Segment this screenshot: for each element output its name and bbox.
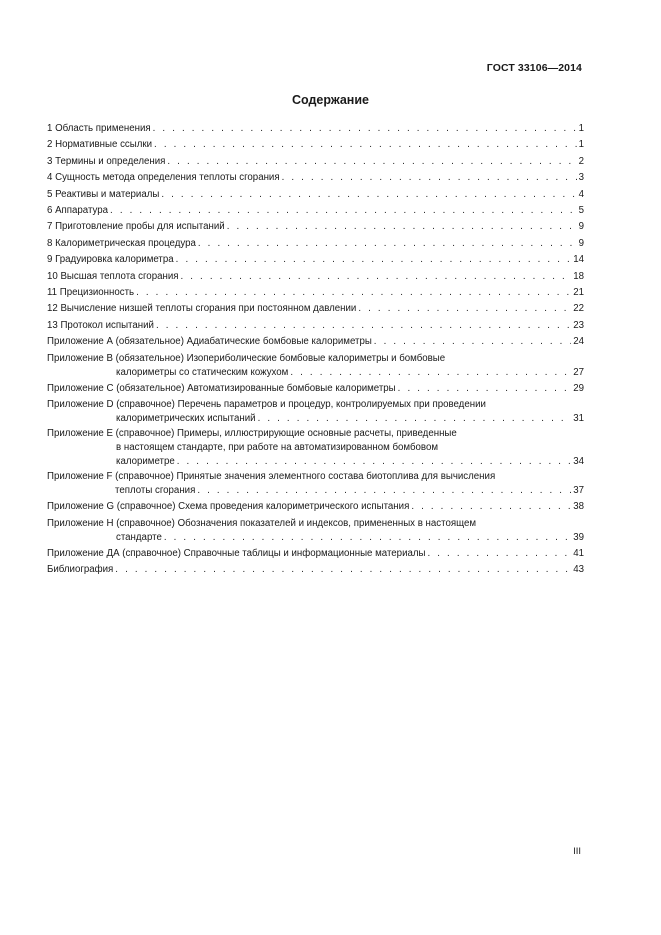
page-number: III <box>573 846 581 857</box>
toc-entry[interactable] <box>47 334 584 350</box>
toc-entry-page: 2 <box>578 155 584 167</box>
toc-entry-page: 41 <box>573 547 584 559</box>
toc-entry[interactable] <box>47 252 584 268</box>
toc-entry-text: 10 Высшая теплота сгорания <box>47 270 179 282</box>
dot-leader <box>358 301 571 317</box>
toc-entry-text: Приложение В (обязательное) Изопериболические бомбовые калориметры и бомбовые <box>47 352 446 364</box>
dot-leader <box>198 236 577 252</box>
toc-entry[interactable] <box>47 170 584 186</box>
toc-entry-page: 43 <box>573 563 584 575</box>
toc-entry-annex-da[interactable] <box>47 546 584 562</box>
toc-entry[interactable] <box>47 203 584 219</box>
dot-leader <box>153 121 577 137</box>
toc-entry-page: 9 <box>578 237 584 249</box>
dot-leader <box>110 203 577 219</box>
toc-entry-page: 38 <box>573 501 584 513</box>
dot-leader <box>282 170 577 186</box>
toc-entry-text: в настоящем стандарте, при работе на автоматизированном бомбовом <box>116 442 438 454</box>
dot-leader <box>177 455 571 469</box>
dot-leader <box>136 285 571 301</box>
toc-entry-page: 23 <box>573 319 584 331</box>
dot-leader <box>161 187 576 203</box>
toc-entry-text: Приложение С (обязательное) Автоматизированные бомбовые калориметры <box>47 382 396 394</box>
dot-leader <box>290 366 571 380</box>
toc-entry-text: 11 Прецизионность <box>47 287 135 299</box>
toc-entry-text: Приложение А (обязательное) Адиабатические бомбовые калориметры <box>47 336 372 348</box>
toc-entry-bibliography[interactable] <box>47 562 584 578</box>
toc-entry[interactable] <box>47 285 584 301</box>
toc-entry[interactable] <box>47 187 584 203</box>
dot-leader <box>154 137 577 153</box>
toc-entry-text: 7 Приготовление пробы для испытаний <box>47 221 225 233</box>
toc-entry[interactable] <box>47 121 584 137</box>
toc-entry-text: 5 Реактивы и материалы <box>47 188 160 200</box>
dot-leader <box>197 484 571 498</box>
toc-entry-text: Приложение ДА (справочное) Справочные таблицы и информационные материалы <box>47 547 426 559</box>
dot-leader <box>176 252 572 268</box>
dot-leader <box>258 412 572 426</box>
toc-entry-text: 9 Градуировка калориметра <box>47 254 174 266</box>
toc-entry-page: 3 <box>578 172 584 184</box>
document-code: ГОСТ 33106—2014 <box>486 62 582 74</box>
toc-entry-text: Приложение Е (справочное) Примеры, иллюстрирующие основные расчеты, приведенные <box>47 428 457 440</box>
toc-entry-text: калориметры со статическим кожухом <box>116 366 289 378</box>
toc-entry-text: калориметрических испытаний <box>116 413 256 425</box>
toc-entry-page: 9 <box>578 221 584 233</box>
toc-entry-text: 13 Протокол испытаний <box>47 319 154 331</box>
toc-entry-text: 4 Сущность метода определения теплоты сгорания <box>47 172 280 184</box>
toc-entry-page: 24 <box>573 336 584 348</box>
toc-entry-annex-e[interactable] <box>47 427 584 469</box>
toc-entry-page: 21 <box>573 287 584 299</box>
toc-entry-text: 12 Вычисление низшей теплоты сгорания при постоянном давлении <box>47 303 357 315</box>
toc-entry-page: 14 <box>573 254 584 266</box>
toc-entry-annex-d[interactable] <box>47 398 584 426</box>
table-of-contents <box>47 121 584 578</box>
dot-leader <box>164 531 571 545</box>
toc-entry-page: 27 <box>573 366 584 378</box>
dot-leader <box>411 499 571 515</box>
toc-entry-page: 34 <box>573 456 584 468</box>
dot-leader <box>115 562 571 578</box>
toc-entry-text: Приложение Н (справочное) Обозначения показателей и индексов, примененных в настоящем <box>47 517 477 529</box>
toc-entry[interactable] <box>47 318 584 334</box>
toc-entry-annex-h[interactable] <box>47 517 584 545</box>
toc-entry-page: 37 <box>573 485 584 497</box>
toc-entry-page: 22 <box>573 303 584 315</box>
toc-entry-text: Приложение F (справочное) Принятые значения элементного состава биотоплива для вычисления <box>47 471 496 483</box>
toc-entry-text: стандарте <box>116 531 162 543</box>
dot-leader <box>156 318 571 334</box>
toc-entry-text: 1 Область применения <box>47 123 151 134</box>
toc-entry-page: 5 <box>578 205 584 217</box>
toc-entry-annex-g[interactable] <box>47 499 584 515</box>
toc-entry-text: 6 Аппаратура <box>47 205 109 217</box>
toc-entry-annex-c[interactable] <box>47 381 584 397</box>
toc-entry[interactable] <box>47 269 584 285</box>
toc-entry[interactable] <box>47 219 584 235</box>
toc-entry-page: 18 <box>573 270 584 282</box>
toc-entry[interactable] <box>47 154 584 170</box>
toc-entry-text: теплоты сгорания <box>115 485 196 497</box>
dot-leader <box>374 334 571 350</box>
toc-entry[interactable] <box>47 137 584 153</box>
toc-entry-page: 1 <box>578 123 584 134</box>
toc-entry-page: 4 <box>578 188 584 200</box>
dot-leader <box>180 269 571 285</box>
toc-entry-annex-b[interactable] <box>47 352 584 380</box>
toc-entry-text: Библиография <box>47 563 114 575</box>
toc-entry-page: 39 <box>573 531 584 543</box>
toc-entry-annex-f[interactable] <box>47 470 584 498</box>
dot-leader <box>227 219 577 235</box>
toc-entry-text: Приложение D (справочное) Перечень параметров и процедур, контролируемых при проведении <box>47 399 486 411</box>
toc-entry[interactable] <box>47 301 584 317</box>
toc-entry-page: 1 <box>578 139 584 151</box>
toc-entry-text: 3 Термины и определения <box>47 155 166 167</box>
toc-entry-text: калориметре <box>116 456 175 468</box>
toc-title: Содержание <box>291 93 369 107</box>
dot-leader <box>167 154 576 170</box>
dot-leader <box>398 381 572 397</box>
toc-entry-text: 8 Калориметрическая процедура <box>47 237 196 249</box>
dot-leader <box>427 546 571 562</box>
toc-entry-text: Приложение G (справочное) Схема проведения калориметрического испытания <box>47 501 410 513</box>
toc-entry-text: 2 Нормативные ссылки <box>47 139 153 151</box>
toc-entry-page: 31 <box>573 413 584 425</box>
toc-entry-page: 29 <box>573 382 584 394</box>
toc-entry[interactable] <box>47 236 584 252</box>
